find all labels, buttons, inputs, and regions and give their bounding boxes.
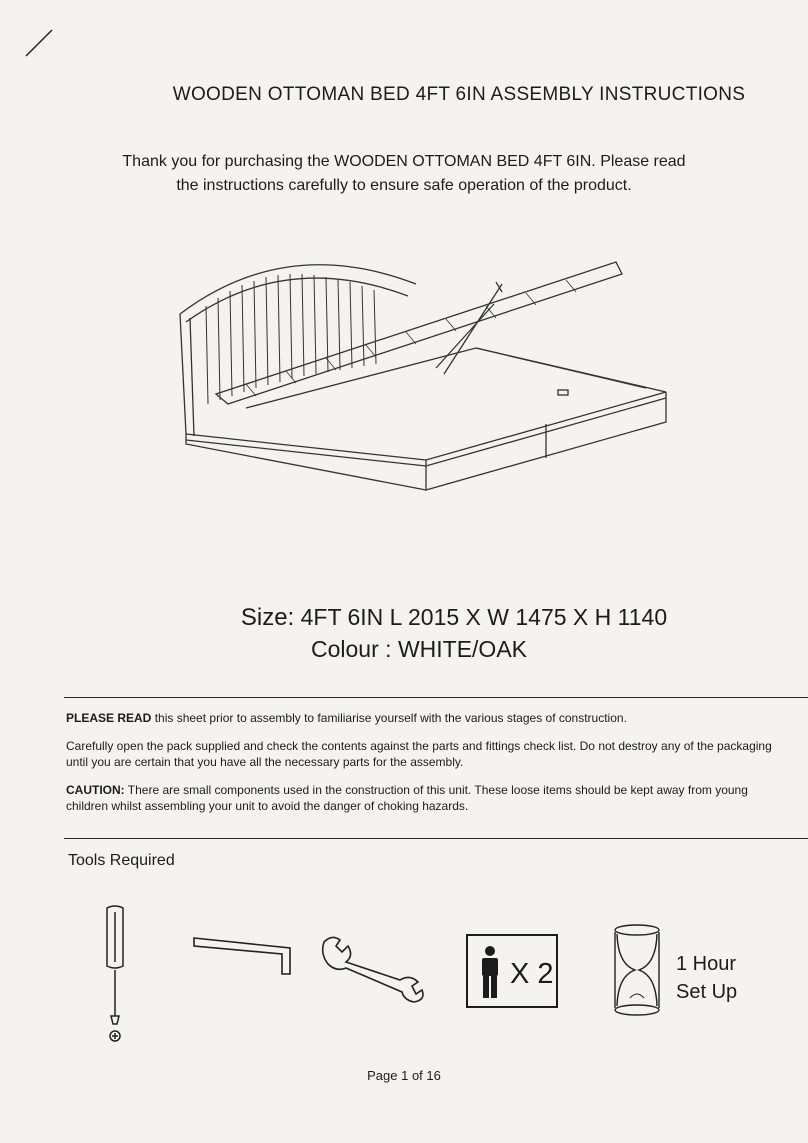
people-count: X 2 — [510, 958, 554, 990]
time-line-2: Set Up — [676, 981, 738, 1003]
caution-lead: CAUTION: — [66, 783, 125, 797]
check-contents-note: Carefully open the pack supplied and check the contents against the parts and fittings check list. Do not destroy any of the packaging until you are certain that you have all the necessary parts for the assembly. — [66, 739, 772, 769]
intro-text — [60, 150, 748, 198]
hourglass-icon — [612, 924, 662, 1016]
tools-heading: Tools Required — [68, 852, 175, 869]
please-read-lead: PLEASE READ — [66, 711, 152, 725]
time-line-1: 1 Hour — [676, 953, 737, 975]
colour-label: Colour : — [311, 636, 392, 662]
allen-key-icon — [192, 934, 296, 976]
two-person-indicator — [466, 934, 558, 1008]
ottoman-bed-illustration — [176, 244, 676, 504]
screwdriver-icon — [98, 904, 132, 1044]
divider-bottom — [64, 838, 808, 839]
colour-spec — [0, 636, 808, 663]
assembly-time — [676, 950, 737, 1006]
document-title: WOODEN OTTOMAN BED 4FT 6IN ASSEMBLY INSTRUCTIONS — [172, 84, 746, 105]
please-read-note — [66, 710, 784, 726]
intro-line-2: the instructions carefully to ensure safe operation of the product. — [176, 177, 632, 194]
person-icon — [478, 946, 502, 998]
pen-mark-icon — [22, 26, 56, 60]
spanner-icon — [318, 934, 428, 1004]
page-number: Page 1 of 16 — [367, 1068, 441, 1083]
size-spec — [0, 604, 808, 632]
assembly-notes — [66, 710, 784, 826]
divider-top — [64, 697, 808, 698]
size-label: Size: — [240, 604, 295, 631]
please-read-text: this sheet prior to assembly to familiarise yourself with the various stages of construction. — [151, 711, 627, 725]
size-value: 4FT 6IN L 2015 X W 1475 X H 1140 — [300, 604, 668, 630]
colour-value: WHITE/OAK — [397, 636, 527, 662]
intro-line-1: Thank you for purchasing the WOODEN OTTOMAN BED 4FT 6IN. Please read — [122, 153, 686, 170]
caution-note — [66, 782, 784, 814]
caution-text: There are small components used in the construction of this unit. These loose items should be kept away from young children whilst assembling your unit to avoid the danger of choking hazards. — [66, 783, 748, 813]
